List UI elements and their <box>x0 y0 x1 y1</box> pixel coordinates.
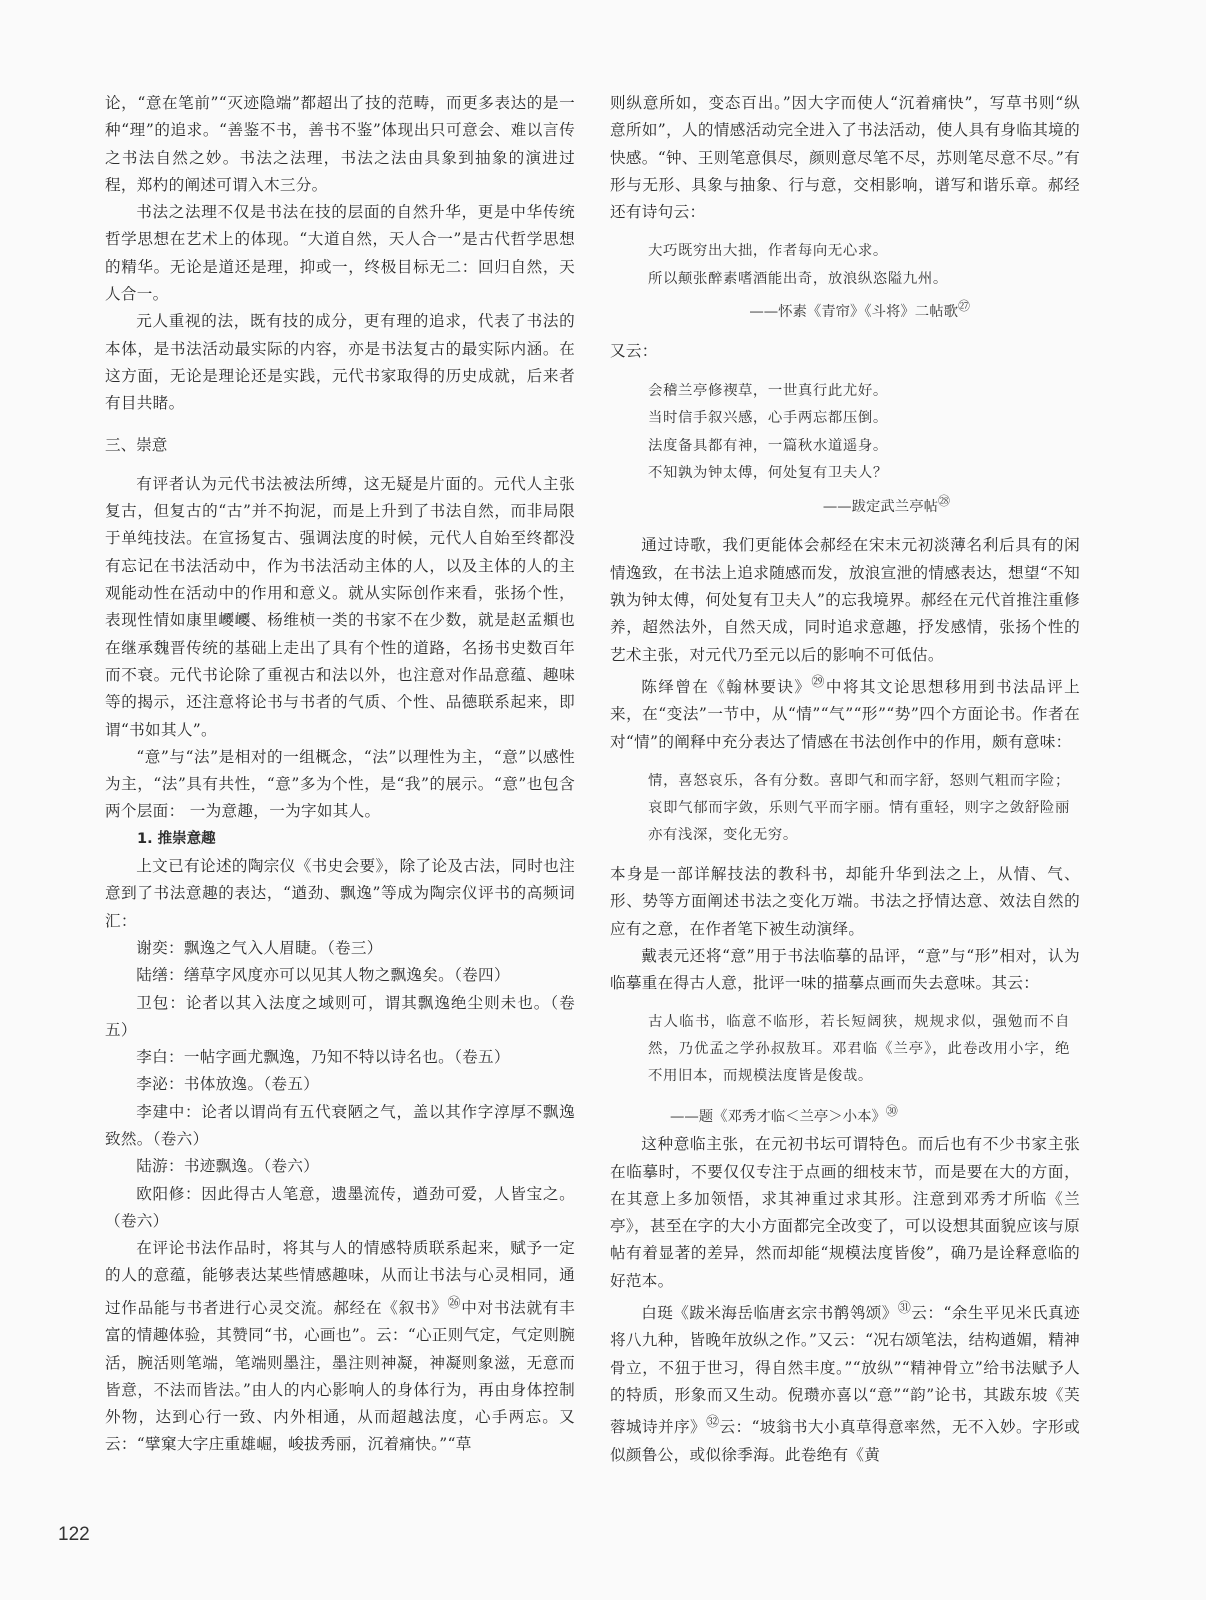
poem-line: 所以颠张醉素嗜酒能出奇，放浪纵恣隘九州。 <box>648 270 948 287</box>
paragraph: 则纵意所如，变态百出。”因大字而使人“沉着痛快”，写草书则“纵意所如”，人的情感活动完全进入了书法活动，使人具有身临其境的快感。“钟、王则笔意俱尽，颜则意尽笔不尽，苏则笔尽意不尽。”有形与无形、具象与抽象、行与意，交相影响，谱写和谐乐章。郝经还有诗句云： <box>610 94 1080 222</box>
list-item: 谢奕：飘逸之气入人眉睫。（卷三） <box>136 938 383 957</box>
poem-block <box>610 378 1080 521</box>
poem-line: 会稽兰亭修禊草，一世真行此尤好。 <box>648 382 888 399</box>
paragraph <box>105 1235 575 1459</box>
paragraph: 这种意临主张，在元初书坛可谓特色。而后也有不少书家主张在临摹时，不要仅仅专注于点画的细枝末节，而是要在大的方面，在其意上多加领悟，求其神重过求其形。注意到邓秀才所临《兰亭》，甚至在字的大小方面都完全改变了，可以设想其面貌应该与原帖有着显著的差异，然而却能“规模法度皆俊”，确乃是诠释意临的好范本。 <box>610 1135 1080 1290</box>
footnote-marker: ㉛ <box>897 1301 912 1316</box>
list-item: 卫包：论者以其入法度之域则可，谓其飘逸绝尘则未也。（卷五） <box>105 993 575 1039</box>
footnote-marker: ㉖ <box>447 1295 462 1311</box>
left-column <box>105 90 575 1459</box>
paragraph: 戴表元还将“意”用于书法临摹的品评，“意”与“形”相对，认为临摹重在得古人意，批评一味的描摹点画而失去意味。其云： <box>610 946 1080 993</box>
paragraph: “意”与“法”是相对的一组概念，“法”以理性为主，“意”以感性为主，“法”具有共性，“意”多为个性，是“我”的展示。“意”也包含两个层面： 一为意趣，一为字如其人。 <box>105 747 575 821</box>
poem-attribution <box>610 488 1080 521</box>
text-run: 云：“坡翁书大小真草得意率然，无不入妙。字形或似颜鲁公，或似徐季海。此卷绝有《黄 <box>610 1418 1080 1464</box>
text-run: 陈绎曾在《翰林要诀》 <box>641 678 812 697</box>
footnote-marker: ㉚ <box>885 1104 898 1119</box>
footnote-marker: ㉗ <box>957 299 970 314</box>
poem-attribution <box>610 293 1080 326</box>
list-item: 陆游：书迹飘逸。（卷六） <box>136 1157 320 1176</box>
list-item: 李泌：书体放逸。（卷五） <box>136 1075 320 1094</box>
block-quote: 情，喜怒哀乐，各有分数。喜即气和而字舒，怒则气粗而字险；哀即气郁而字敛，乐则气平而字丽。情有重轻，则字之敛舒险丽亦有浅深，变化无穷。 <box>648 772 1070 843</box>
list-item: 欧阳修：因此得古人笔意，遗墨流传，遒劲可爱，人皆宝之。（卷六） <box>105 1184 575 1230</box>
list-item: 李白：一帖字画尤飘逸，乃知不特以诗名也。（卷五） <box>136 1048 510 1067</box>
list-item: 李建中：论者以谓尚有五代衰陋之气，盖以其作字淳厚不飘逸致然。（卷六） <box>105 1102 575 1148</box>
text-run: 在评论书法作品时，将其与人的情感特质联系起来，赋予一定的人的意蕴，能够表达某些情感趣味，从而让书法与心灵相同，通过作品能与书者进行心灵交流。郝经在《叙书》 <box>105 1239 575 1317</box>
text-run: 中对书法就有丰富的情趣体验，其赞同“书，心画也”。云：“心正则气定，气定则腕活，腕活则笔端，笔端则墨注，墨注则神凝，神凝则象滋，无意而皆意，不法而皆法。”由人的内心影响人的身体行为，再由身体控制外物，达到心行一致、内外相通，从而超越法度，心手两忘。又云：“擘窠大字庄重雄崛，峻拔秀丽，沉着痛快。”“草 <box>105 1298 575 1454</box>
poem-line: 大巧既穷出大拙，作者每向无心求。 <box>648 243 888 260</box>
paragraph <box>610 1295 1080 1469</box>
paragraph: 上文已有论述的陶宗仪《书史会要》，除了论及古法，同时也注意到了书法意趣的表达，“遒劲、飘逸”等成为陶宗仪评书的高频词汇： <box>105 857 575 930</box>
text-run: 白珽《跋米海岳临唐玄宗书鹡鸰颂》 <box>641 1304 898 1323</box>
text-run: 中将其文论思想移用到书法品评上来，在“变法”一节中，从“情”“气”“形”“势”四个方面论书。作者在对“情”的阐释中充分表达了情感在书法创作中的作用，颇有意味： <box>610 678 1080 751</box>
poem-block <box>610 238 1080 326</box>
subsection-heading: 1. 推崇意趣 <box>137 830 216 847</box>
right-column <box>610 90 1080 1469</box>
attribution-text: ——题《邓秀才临＜兰亭＞小本》 <box>670 1109 886 1126</box>
attribution-text: ——怀素《青帘》《斗将》二帖歌 <box>749 304 958 321</box>
paragraph: 本身是一部详解技法的教科书，却能升华到法之上，从情、气、形、势等方面阐述书法之变化万端。书法之抒情达意、效法自然的应有之意，在作者笔下被生动演绎。 <box>610 864 1080 938</box>
quote-attribution <box>610 1098 1080 1131</box>
paragraph <box>610 669 1080 756</box>
list-item: 陆缮：缮草字风度亦可以见其人物之飘逸矣。（卷四） <box>136 966 510 985</box>
footnote-marker: ㉘ <box>937 493 950 508</box>
paragraph: 通过诗歌，我们更能体会郝经在宋末元初淡薄名利后具有的闲情逸致，在书法上追求随感而发，放浪宣泄的情感表达，想望“不知孰为钟太傅，何处复有卫夫人”的忘我境界。郝经在元代首推注重修养，超然法外，自然天成，同时追求意趣，抒发感情，张扬个性的艺术主张，对元代乃至元以后的影响不可低估。 <box>610 536 1080 664</box>
page-number: 122 <box>58 1524 90 1545</box>
poem-line: 法度备具都有神，一篇秋水道遥身。 <box>648 437 888 454</box>
paragraph: 书法之法理不仅是书法在技的层面的自然升华，更是中华传统哲学思想在艺术上的体现。“大道自然，天人合一”是古代哲学思想的精华。无论是道还是理，抑或一，终极目标无二：回归自然，天人合一。 <box>105 203 575 304</box>
attribution-text: ——跋定武兰亭帖 <box>822 498 938 515</box>
paragraph: 有评者认为元代书法被法所缚，这无疑是片面的。元代人主张复古，但复古的“古”并不拘泥，而是上升到了书法自然，而非局限于单纯技法。在宣扬复古、强调法度的时候，元代人自始至终都没有忘记在书法活动中，作为书法活动主体的人，以及主体的人的主观能动性在活动中的作用和意义。就从实际创作来看，张扬个性，表现性情如康里巎巎、杨维桢一类的书家不在少数，就是赵孟頫也在继承魏晋传统的基础上走出了具有个性的道路，名扬书史数百年而不衰。元代书论除了重视古和法以外，也注意对作品意蕴、趣味等的揭示，还注意将论书与书者的气质、个性、品德联系起来，即谓“书如其人”。 <box>105 474 575 739</box>
section-heading: 三、崇意 <box>105 435 168 454</box>
footnote-marker: ㉙ <box>811 674 826 690</box>
paragraph: 又云： <box>610 342 658 361</box>
text-run: 云：“余生平见米氏真迹将八九种，皆晚年放纵之作。”又云：“况右颂笔法，结构遒媚，精神骨立，不狃于世习，得自然丰度。”“放纵”“精神骨立”给书法赋予人的特质，形象而又生动。倪瓒亦喜以“意”“韵”论书，其跋东坡《芙蓉城诗并序》 <box>610 1304 1080 1437</box>
poem-line: 当时信手叙兴感，心手两忘都压倒。 <box>648 410 888 427</box>
block-quote: 古人临书，临意不临形，若长短阔狭，规规求似，强勉而不自然，乃优孟之学孙叔敖耳。邓君临《兰亭》，此卷改用小字，绝不用旧本，而规模法度皆是俊哉。 <box>648 1014 1070 1085</box>
paragraph: 元人重视的法，既有技的成分，更有理的追求，代表了书法的本体，是书法活动最实际的内容，亦是书法复古的最实际内涵。在这方面，无论是理论还是实践，元代书家取得的历史成就，后来者有目共睹。 <box>105 312 575 413</box>
paragraph: 论，“意在笔前”“灭迹隐端”都超出了技的范畴，而更多表达的是一种“理”的追求。“善鉴不书，善书不鉴”体现出只可意会、难以言传之书法自然之妙。书法之法理，书法之法由具象到抽象的演进过程，郑杓的阐述可谓入木三分。 <box>105 94 575 194</box>
footnote-marker: ㉜ <box>706 1415 720 1431</box>
poem-line: 不知孰为钟太傅，何处复有卫夫人？ <box>648 465 888 482</box>
